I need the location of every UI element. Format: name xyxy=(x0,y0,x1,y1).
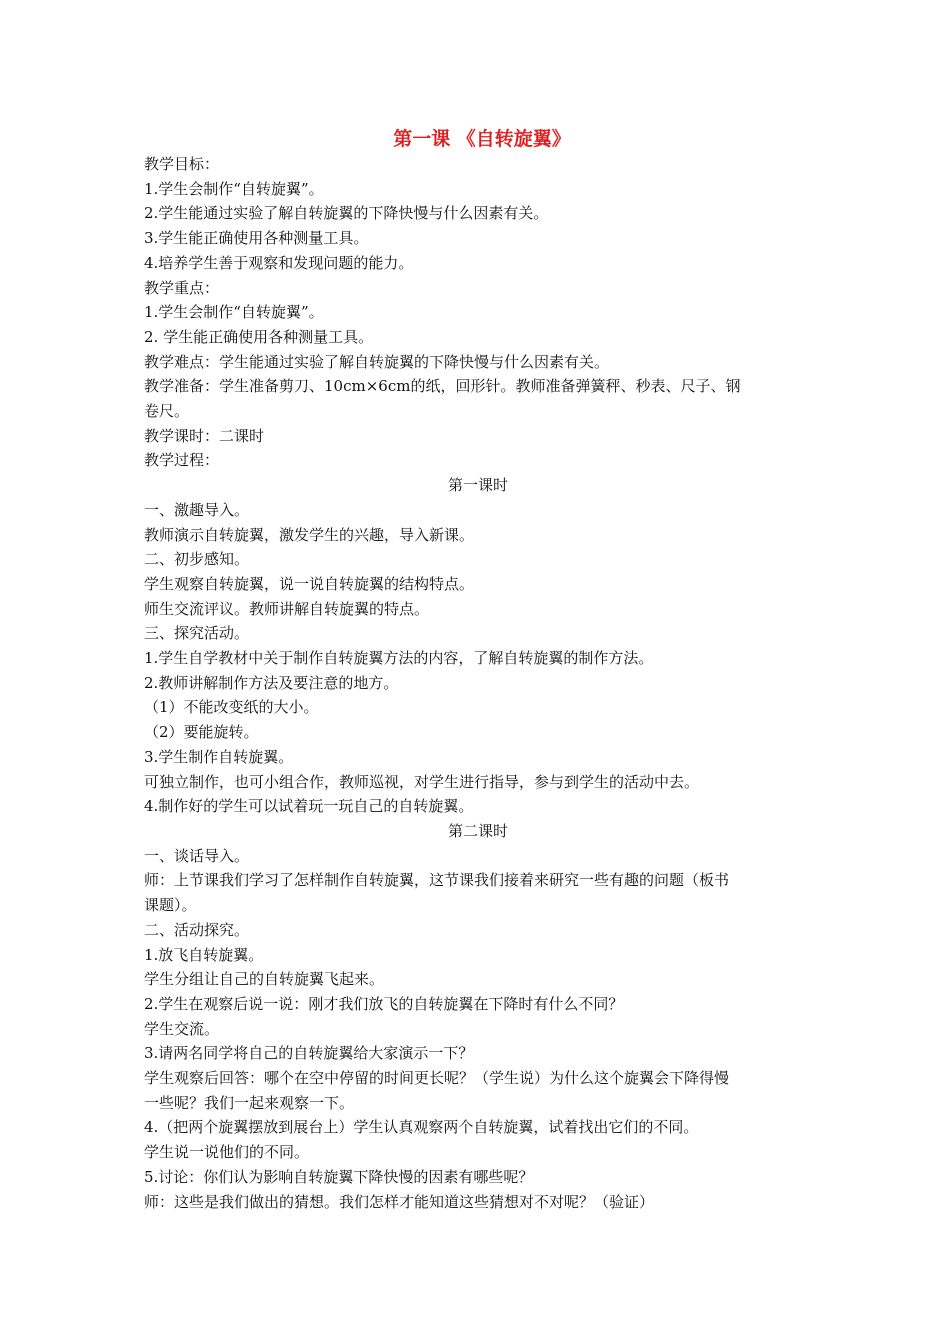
text-line: 2.教师讲解制作方法及要注意的地方。 xyxy=(144,673,399,692)
section-heading: 第一课时 xyxy=(447,476,508,495)
text-line: 1.学生会制作“自转旋翼”。 xyxy=(144,303,324,322)
text-line: 学生交流。 xyxy=(144,1019,220,1038)
text-line: 学生观察后回答：哪个在空中停留的时间更长呢？（学生说）为什么这个旋翼会下降得慢 xyxy=(144,1069,730,1088)
text-line: 可独立制作，也可小组合作，教师巡视，对学生进行指导，参与到学生的活动中去。 xyxy=(144,772,700,791)
text-line: 一、谈话导入。 xyxy=(144,846,250,865)
text-line: 4.培养学生善于观察和发现问题的能力。 xyxy=(144,253,414,272)
text-line: 师：上节课我们学习了怎样制作自转旋翼，这节课我们接着来研究一些有趣的问题（板书 xyxy=(144,871,730,890)
text-line: 卷尺。 xyxy=(144,402,190,421)
text-line: 学生分组让自己的自转旋翼飞起来。 xyxy=(144,970,385,989)
text-line: 二、初步感知。 xyxy=(144,550,250,569)
document-body xyxy=(144,126,812,1214)
text-line: 1.学生自学教材中关于制作自转旋翼方法的内容，了解自转旋翼的制作方法。 xyxy=(144,649,654,668)
text-line: 1.放飞自转旋翼。 xyxy=(144,945,264,964)
text-line: 3.请两名同学将自己的自转旋翼给大家演示一下？ xyxy=(144,1044,474,1063)
text-line: 2.学生能通过实验了解自转旋翼的下降快慢与什么因素有关。 xyxy=(144,204,549,223)
text-line: 教学目标： xyxy=(144,155,220,173)
text-line: 二、活动探究。 xyxy=(144,920,250,939)
text-line: 教学课时：二课时 xyxy=(144,426,265,445)
text-line: 教学准备：学生准备剪刀、10cm×6cm的纸，回形针。教师准备弹簧秤、秒表、尺子、钢 xyxy=(144,377,741,396)
text-line: 课题）。 xyxy=(144,896,197,915)
text-line: 教学过程： xyxy=(144,451,220,470)
text-line: 2. 学生能正确使用各种测量工具。 xyxy=(144,327,374,346)
text-line: 3.学生制作自转旋翼。 xyxy=(144,747,294,766)
document-lines xyxy=(144,152,812,1214)
text-line: 1.学生会制作“自转旋翼”。 xyxy=(144,179,324,198)
text-line: 学生说一说他们的不同。 xyxy=(144,1143,310,1162)
text-line: 教师演示自转旋翼，激发学生的兴趣，导入新课。 xyxy=(144,525,475,544)
text-line: 3.学生能正确使用各种测量工具。 xyxy=(144,229,369,248)
text-line: 师生交流评议。教师讲解自转旋翼的特点。 xyxy=(144,599,430,618)
document-title: 第一课 《自转旋翼》 xyxy=(393,128,571,150)
text-line: 4.（把两个旋翼摆放到展台上）学生认真观察两个自转旋翼，试着找出它们的不同。 xyxy=(144,1118,699,1137)
text-line: 教学重点： xyxy=(144,278,220,297)
section-heading: 第二课时 xyxy=(447,821,508,840)
text-line: 师：这些是我们做出的猜想。我们怎样才能知道这些猜想对不对呢？（验证） xyxy=(144,1192,655,1211)
text-line: 学生观察自转旋翼，说一说自转旋翼的结构特点。 xyxy=(144,574,475,593)
text-line: 一、激趣导入。 xyxy=(144,500,250,519)
text-line: 2.学生在观察后说一说：刚才我们放飞的自转旋翼在下降时有什么不同？ xyxy=(144,994,624,1013)
text-line: 教学难点：学生能通过实验了解自转旋翼的下降快慢与什么因素有关。 xyxy=(144,352,610,371)
text-line: （1）不能改变纸的大小。 xyxy=(144,698,319,717)
text-line: （2）要能旋转。 xyxy=(144,723,259,742)
text-line: 一些呢？我们一起来观察一下。 xyxy=(144,1093,355,1112)
text-line: 三、探究活动。 xyxy=(144,624,250,643)
text-line: 4.制作好的学生可以试着玩一玩自己的自转旋翼。 xyxy=(144,797,474,816)
text-line: 5.讨论：你们认为影响自转旋翼下降快慢的因素有哪些呢？ xyxy=(144,1167,534,1186)
